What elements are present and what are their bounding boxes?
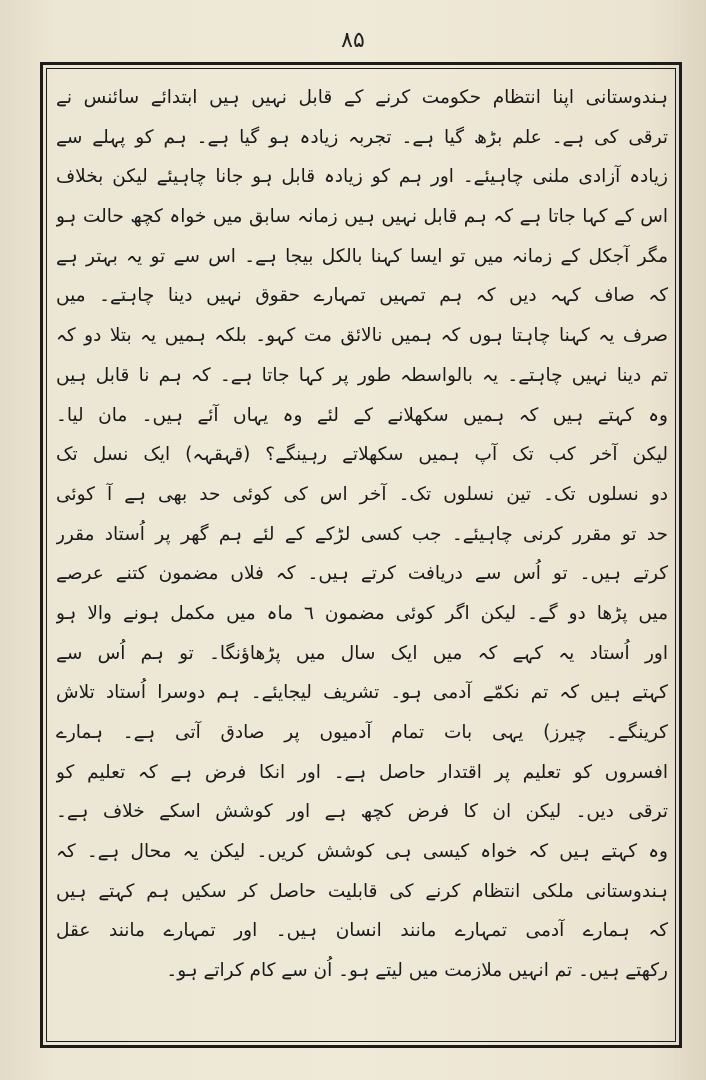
text-line: لیکن آخر کب تک آپ ہمیں سکھلاتے رہینگے؟ (قہقہہ) ایک نسل تک — [56, 444, 668, 466]
text-line: میں پڑھا دو گے۔ لیکن اگر کوئی مضمون ٦ ماہ میں مکمل ہونے والا ہو — [56, 602, 668, 624]
text-line: اور اُستاد یہ کہے کہ میں ایک سال میں پڑھاؤنگا۔ تو ہم اُس سے — [56, 642, 668, 664]
text-line: کہ ہمارے آدمی تمہارے مانند انسان ہیں۔ اور تمہارے مانند عقل — [56, 920, 668, 942]
text-line: ہندوستانی ملکی انتظام کرنے کی قابلیت حاصل کر سکیں ہم کہتے ہیں — [56, 880, 668, 902]
text-line: کرینگے۔ چیرز) یہی بات تمام آدمیوں پر صادق آتی ہے۔ ہمارے — [56, 722, 668, 743]
text-line: کرتے ہیں۔ تو اُس سے دریافت کرتے ہیں۔ کہ فلاں مضمون کتنے عرصے — [56, 563, 668, 585]
text-line: ہندوستانی اپنا انتظام حکومت کرنے کے قابل نہیں ہیں ابتدائے سائنس نے — [56, 87, 668, 108]
page-number: ۸۵ — [341, 28, 365, 53]
text-line: دو نسلوں تک۔ تین نسلوں تک۔ آخر اس کی کوئی حد بھی ہے آ کوئی — [56, 483, 668, 505]
text-line: افسروں کو تعلیم پر اقتدار حاصل ہے۔ اور انکا فرض ہے کہ تعلیم کو — [56, 761, 668, 783]
text-line: تم دینا نہیں چاہتے۔ یہ بالواسطہ طور پر کہا جاتا ہے۔ کہ ہم نا قابل ہیں — [56, 364, 668, 386]
text-line: حد تو مقرر کرنی چاہیئے۔ جب کسی لڑکے کے لئے ہم گھر پر اُستاد مقرر — [56, 523, 668, 545]
text-line: صرف یہ کہنا چاہتا ہوں کہ ہمیں نالائق مت کہو۔ بلکہ ہمیں یہ بتلا دو کہ — [56, 325, 668, 347]
text-line: وہ کہتے ہیں کہ ہمیں سکھلانے کے لئے وہ یہاں آئے ہیں۔ مان لیا۔ — [56, 404, 668, 426]
text-line: مگر آجکل کے زمانہ میں تو ایسا کہنا بالکل بیجا ہے۔ اس سے تو یہ بہتر ہے — [56, 245, 668, 267]
text-line: ترقی کی ہے۔ علم بڑھ گیا ہے۔ تجربہ زیادہ ہو گیا ہے۔ ہم کو پہلے سے — [56, 126, 668, 148]
text-line: وہ کہتے ہیں کہ خواہ کیسی ہی کوشش کریں۔ لیکن یہ محال ہے۔ کہ — [56, 841, 668, 863]
text-line: زیادہ آزادی ملنی چاہیئے۔ اور ہم کو زیادہ قابل ہو جانا چاہیئے لیکن بخلاف — [56, 166, 668, 188]
text-line: کہ صاف کہہ دیں کہ ہم تمہیں تمہارے حقوق نہیں دینا چاہتے۔ میں — [56, 285, 668, 307]
text-line: کہتے ہیں کہ تم نکمّے آدمی ہو۔ تشریف لیجایئے۔ ہم دوسرا اُستاد تلاش — [56, 682, 668, 704]
text-line: ترقی دیں۔ لیکن ان کا فرض کچھ ہے اور کوشش اسکے خلاف ہے۔ — [56, 801, 668, 823]
text-line: رکھتے ہیں۔ تم انہیں ملازمت میں لیتے ہو۔ اُن سے کام کراتے ہو۔ — [166, 960, 668, 982]
body-text — [56, 78, 668, 1033]
text-line: اس کے کہا جاتا ہے کہ ہم قابل نہیں ہیں زمانہ سابق میں خواہ کچھ حالت ہو — [56, 206, 668, 228]
